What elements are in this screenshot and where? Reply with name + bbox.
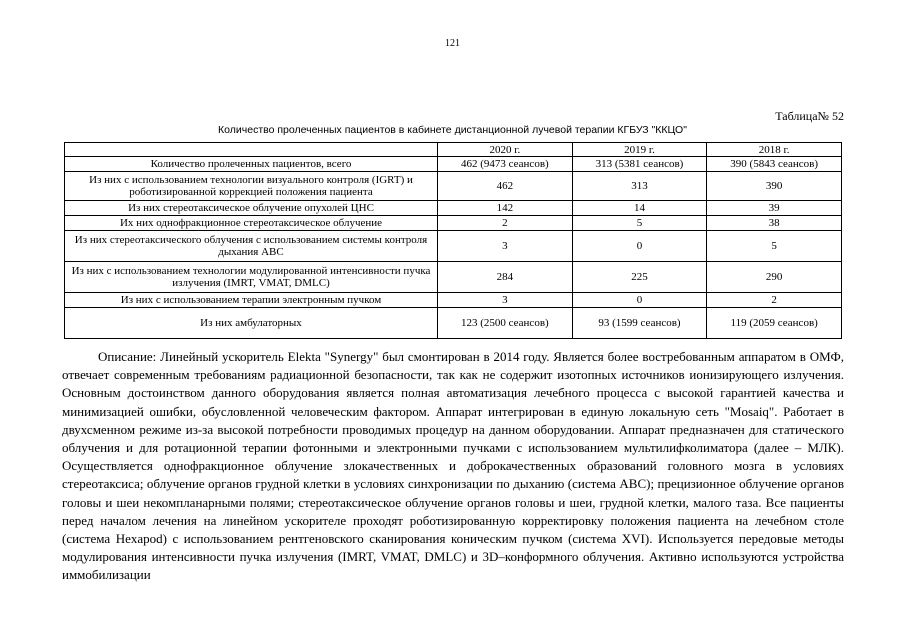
table-row (65, 262, 842, 293)
column-header-2018: 2018 г. (707, 143, 842, 157)
row-label: Из них с использованием технологии визуального контроля (IGRT) и роботизированной коррекцией положения пациента (65, 172, 438, 201)
column-header (65, 143, 438, 157)
row-label: Из них с использованием терапии электронным пучком (65, 293, 438, 308)
table-header-row (65, 143, 842, 157)
cell-2020: 142 (438, 201, 573, 216)
row-label: Из них амбулаторных (65, 308, 438, 339)
row-label: Их них однофракционное стереотаксическое облучение (65, 216, 438, 231)
table-row (65, 172, 842, 201)
cell-2020: 284 (438, 262, 573, 293)
table-row (65, 201, 842, 216)
cell-2019: 0 (572, 293, 707, 308)
table-row (65, 293, 842, 308)
table-row (65, 157, 842, 172)
cell-2018: 2 (707, 293, 842, 308)
cell-2020: 462 (438, 172, 573, 201)
cell-2020: 3 (438, 231, 573, 262)
description-text: Описание: Линейный ускоритель Elekta "Synergy" был смонтирован в 2014 году. Является более востребованным аппаратом в ОМФ, отвечает современным требованиям радиационной безопасности, так как не содержит изотопных источников ионизирующего излучения. Основным достоинством данного оборудования является полная автоматизация лечебного процесса с высокой гарантией качества и минимизацией ошибки, обусловленной человеческим фактором. Аппарат интегрирован в единую локальную сеть "Mosaiq". Работает в двухсменном режиме из-за высокой потребности проводимых процедур на данном оборудовании. Аппарат предназначен для статического облучения и для ротационной терапии фотонными и электронными пучками с использованием мультилифколиматора (далее – МЛК). Осуществляется однофракционное облучение злокачественных и доброкачественных образований головного мозга в условиях стереотаксиса; облучение органов грудной клетки в условиях синхронизации по дыханию (система ABC); прецизионное облучение органов головы и шеи некомпланарными полями; стереотаксическое облучение органов головы и шеи, грудной клетки, малого таза. Все пациенты перед началом лечения на линейном ускорителе проходят роботизированную корректировку положения пациента на лечебном столе (система Hexapod) с использованием рентгеновского сканирования коническим пучком (система XVI). Используется передовые методы модулирования интенсивности пучка излучения (IMRT, VMAT, DMLC) и 3D–конформного облучения. Активно используются устройства иммобилизации (62, 349, 844, 583)
cell-2020: 3 (438, 293, 573, 308)
cell-2018: 38 (707, 216, 842, 231)
cell-2020: 123 (2500 сеансов) (438, 308, 573, 339)
page-number: 121 (445, 38, 460, 49)
cell-2018: 290 (707, 262, 842, 293)
cell-2018: 390 (707, 172, 842, 201)
cell-2019: 313 (5381 сеансов) (572, 157, 707, 172)
table-row (65, 231, 842, 262)
cell-2020: 2 (438, 216, 573, 231)
cell-2018: 119 (2059 сеансов) (707, 308, 842, 339)
cell-2019: 14 (572, 201, 707, 216)
cell-2018: 5 (707, 231, 842, 262)
cell-2018: 39 (707, 201, 842, 216)
table-caption: Количество пролеченных пациентов в кабинете дистанционной лучевой терапии КГБУЗ "ККЦО" (218, 124, 687, 136)
cell-2020: 462 (9473 сеансов) (438, 157, 573, 172)
column-header-2019: 2019 г. (572, 143, 707, 157)
cell-2019: 0 (572, 231, 707, 262)
column-header-2020: 2020 г. (438, 143, 573, 157)
cell-2019: 313 (572, 172, 707, 201)
table-row (65, 216, 842, 231)
cell-2019: 5 (572, 216, 707, 231)
row-label: Из них стереотаксического облучения с использованием системы контроля дыхания ABC (65, 231, 438, 262)
cell-2018: 390 (5843 сеансов) (707, 157, 842, 172)
table-row (65, 308, 842, 339)
patients-table (64, 142, 842, 339)
cell-2019: 225 (572, 262, 707, 293)
cell-2019: 93 (1599 сеансов) (572, 308, 707, 339)
row-label: Из них с использованием технологии модулированной интенсивности пучка излучения (IMRT, VMAT, DMLC) (65, 262, 438, 293)
row-label: Количество пролеченных пациентов, всего (65, 157, 438, 172)
description-paragraph (62, 348, 844, 585)
row-label: Из них стереотаксическое облучение опухолей ЦНС (65, 201, 438, 216)
table-label: Таблица№ 52 (775, 109, 844, 123)
